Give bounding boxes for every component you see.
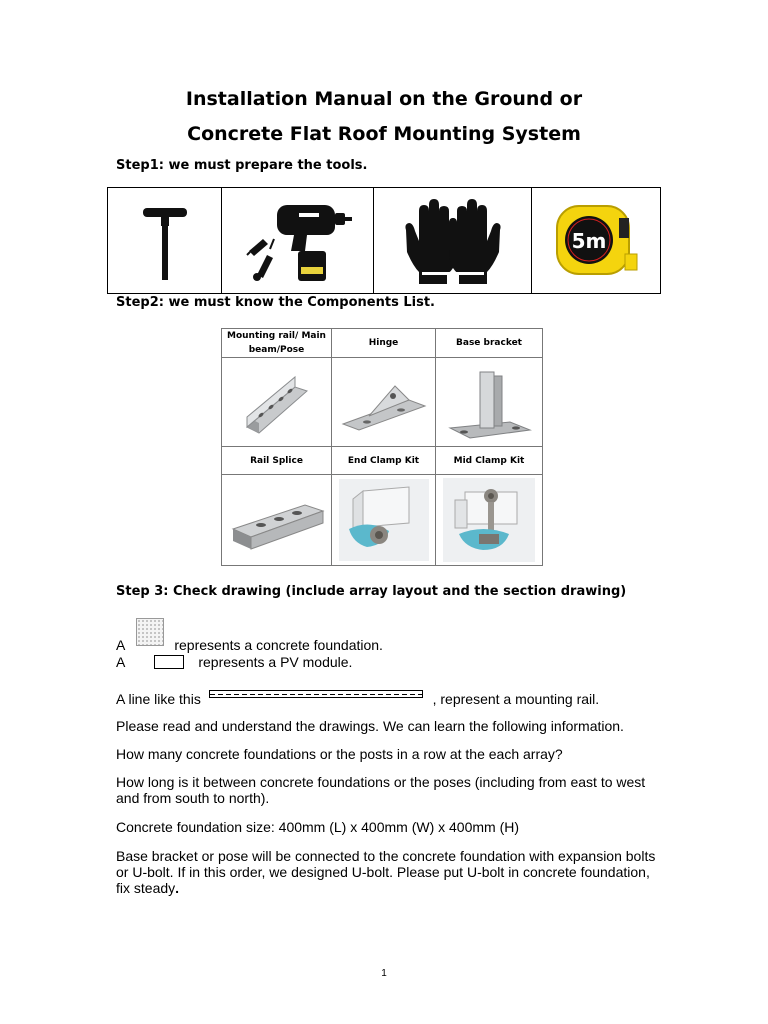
- components-table: [221, 328, 543, 566]
- paragraph-base-bracket-end: .: [175, 880, 180, 896]
- paragraph-read-drawings: Please read and understand the drawings. We can learn the following information.: [116, 718, 624, 734]
- component-header-hinge: Hinge: [332, 329, 436, 358]
- tape-measure-length: 5m: [571, 229, 607, 253]
- rail-splice-image: [222, 475, 332, 565]
- mounting-rail-image: [222, 358, 332, 447]
- tool-cell-tape: [532, 188, 660, 293]
- paragraph-foundation-spacing: How long is it between concrete foundations or the poses (including from east to west and from south to north).: [116, 774, 646, 806]
- legend-rail-text: , represent a mounting rail.: [432, 691, 600, 707]
- legend-module-text: represents a PV module.: [198, 654, 353, 670]
- legend-foundation: [116, 626, 656, 654]
- step2-heading: Step2: we must know the Components List.: [116, 295, 435, 310]
- paragraph-foundation-size: Concrete foundation size: 400mm (L) x 400mm (W) x 400mm (H): [116, 819, 520, 835]
- document-title-line-1: Installation Manual on the Ground or: [185, 88, 583, 110]
- t-handle-hex-key-icon: [135, 196, 195, 286]
- mounting-rail-symbol-icon: [209, 690, 423, 698]
- component-header-mounting-rail: Mounting rail/ Main beam/Pose: [222, 329, 332, 358]
- paragraph-base-bracket-text: Base bracket or pose will be connected to the concrete foundation with expansion bolts or U-bolt. If in this order, we designed U-bolt. Please put U-bolt in concrete foundation, fix steady: [116, 848, 656, 896]
- component-header-mid-clamp: Mid Clamp Kit: [436, 447, 542, 475]
- tape-measure-icon: [551, 198, 641, 283]
- work-gloves-icon: [398, 196, 508, 286]
- legend-foundation-prefix: A: [116, 637, 125, 653]
- step1-heading: Step1: we must prepare the tools.: [116, 158, 368, 173]
- end-clamp-image: [332, 475, 436, 565]
- tool-cell-drill: [222, 188, 374, 293]
- component-header-end-clamp: End Clamp Kit: [332, 447, 436, 475]
- paragraph-foundations-count: How many concrete foundations or the posts in a row at the each array?: [116, 746, 563, 762]
- base-bracket-image: [436, 358, 542, 447]
- concrete-foundation-symbol-icon: [136, 618, 164, 646]
- tool-cell-gloves: [374, 188, 532, 293]
- tool-cell-hex-key: [108, 188, 222, 293]
- hinge-image: [332, 358, 436, 447]
- tools-table: [107, 187, 661, 294]
- document-title-line-2: Concrete Flat Roof Mounting System: [187, 123, 581, 145]
- pv-module-symbol-icon: [154, 655, 184, 669]
- component-header-base-bracket: Base bracket: [436, 329, 542, 358]
- legend-rail: [116, 690, 656, 707]
- legend-foundation-text: represents a concrete foundation.: [174, 637, 383, 653]
- mid-clamp-image: [436, 475, 542, 565]
- legend-rail-prefix: A line like this: [116, 691, 201, 707]
- component-header-rail-splice: Rail Splice: [222, 447, 332, 475]
- legend-module-prefix: A: [116, 654, 125, 670]
- page-number: 1: [381, 968, 387, 979]
- legend-module: [116, 654, 656, 670]
- cordless-drill-icon: [243, 193, 353, 288]
- paragraph-base-bracket: [116, 848, 656, 896]
- step3-heading: Step 3: Check drawing (include array layout and the section drawing): [116, 584, 627, 599]
